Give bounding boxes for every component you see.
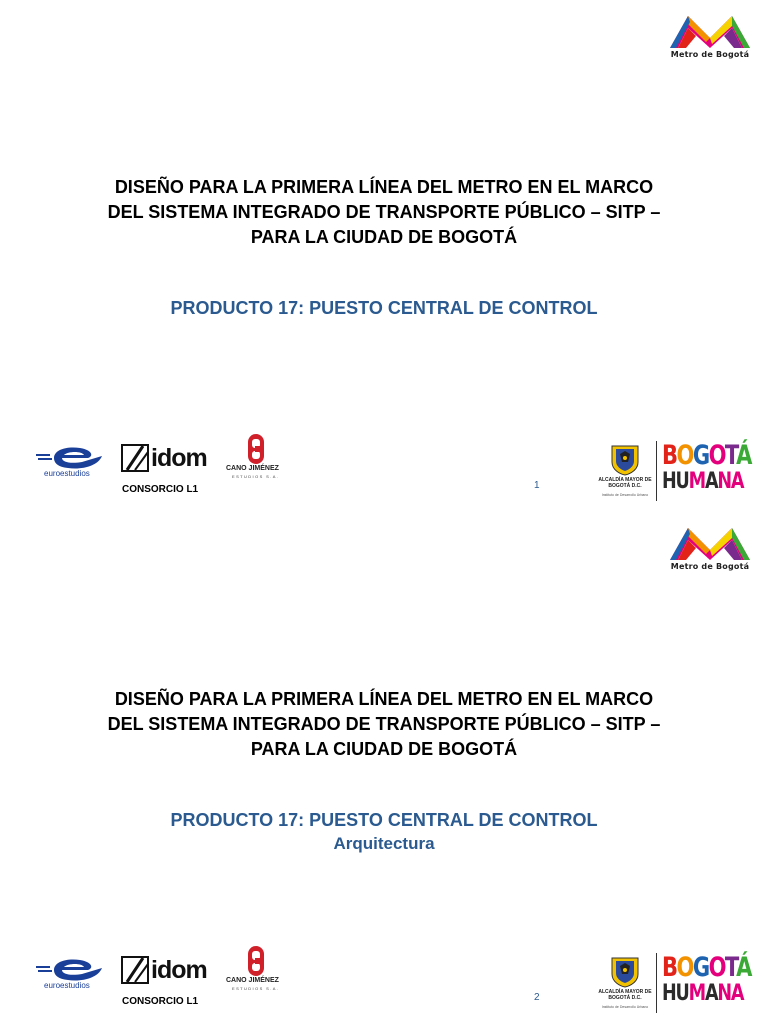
alcaldia-subtext: Instituto de Desarrollo Urbano: [601, 493, 649, 497]
consorcio-label: CONSORCIO L1: [122, 484, 199, 495]
page-number: 1: [534, 480, 540, 491]
alcaldia-logo: [596, 444, 654, 504]
cano-jimenez-icon: [226, 944, 288, 978]
bogota-humana-logo: [662, 952, 756, 1008]
euroestudios-logo: [36, 958, 112, 994]
humana-word: HUMANA: [662, 469, 744, 494]
metro-de-bogota-logo: [666, 524, 754, 576]
page-number: 2: [534, 992, 540, 1003]
title-line: DISEÑO PARA LA PRIMERA LÍNEA DEL METRO EN EL MARCO: [114, 689, 654, 709]
bogota-word: BOGOTÁ: [662, 440, 751, 471]
title-line: PARA LA CIUDAD DE BOGOTÁ: [250, 227, 518, 247]
humana-word: HUMANA: [662, 981, 744, 1006]
consorcio-label: CONSORCIO L1: [122, 996, 199, 1007]
cano-jimenez-icon: [226, 432, 288, 466]
product-title: PRODUCTO 17: PUESTO CENTRAL DE CONTROL: [170, 298, 598, 318]
document-title: [40, 175, 728, 250]
cano-jimenez-logo: [226, 432, 288, 484]
metro-de-bogota-logo: [666, 12, 754, 64]
idom-text: idom: [151, 444, 207, 472]
cano-jimenez-name: CANO JIMÉNEZ: [226, 465, 279, 472]
product-subtitle: Arquitectura: [333, 834, 435, 853]
idom-text: idom: [151, 956, 207, 984]
logo-divider: [656, 953, 657, 1013]
euroestudios-icon: [36, 446, 112, 470]
alcaldia-text: ALCALDÍA MAYOR DE BOGOTÁ D.C.: [598, 989, 652, 1001]
document-title: [40, 687, 728, 762]
idom-mark-icon: [121, 956, 149, 984]
bogota-humana-logo: [662, 440, 756, 496]
cano-jimenez-logo: [226, 944, 288, 996]
cano-jimenez-name: CANO JIMÉNEZ: [226, 977, 279, 984]
title-line: DEL SISTEMA INTEGRADO DE TRANSPORTE PÚBLICO – SITP –: [107, 202, 661, 222]
alcaldia-shield-icon: [596, 956, 654, 988]
euroestudios-icon: [36, 958, 112, 982]
idom-logo: [121, 956, 219, 988]
product-title: PRODUCTO 17: PUESTO CENTRAL DE CONTROL: [170, 810, 598, 830]
metro-logo-text: Metro de Bogotá: [670, 50, 750, 59]
alcaldia-text: ALCALDÍA MAYOR DE BOGOTÁ D.C.: [598, 477, 652, 489]
euroestudios-logo: [36, 446, 112, 482]
alcaldia-shield-icon: [596, 444, 654, 476]
alcaldia-logo: [596, 956, 654, 1016]
document-page-2: [0, 512, 768, 1024]
idom-logo: [121, 444, 219, 476]
title-line: DISEÑO PARA LA PRIMERA LÍNEA DEL METRO EN EL MARCO: [114, 177, 654, 197]
logo-divider: [656, 441, 657, 501]
metro-logo-text: Metro de Bogotá: [670, 562, 750, 571]
bogota-word: BOGOTÁ: [662, 952, 751, 983]
idom-mark-icon: [121, 444, 149, 472]
title-line: PARA LA CIUDAD DE BOGOTÁ: [250, 739, 518, 759]
alcaldia-subtext: Instituto de Desarrollo Urbano: [601, 1005, 649, 1009]
title-line: DEL SISTEMA INTEGRADO DE TRANSPORTE PÚBLICO – SITP –: [107, 714, 661, 734]
cano-jimenez-sub: ESTUDIOS S.A.: [232, 986, 280, 991]
euroestudios-text: euroestudios: [44, 469, 90, 478]
cano-jimenez-sub: ESTUDIOS S.A.: [232, 474, 280, 479]
metro-logo-icon: [666, 12, 754, 52]
euroestudios-text: euroestudios: [44, 981, 90, 990]
metro-logo-icon: [666, 524, 754, 564]
